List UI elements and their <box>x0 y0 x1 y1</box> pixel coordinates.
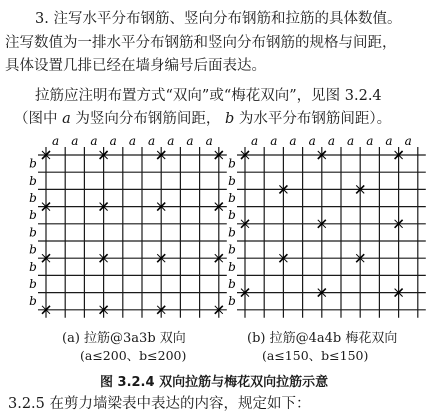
paragraph-4: 拉筋应注明布置方式“双向”或“梅花双向”，见图 3.2.4 <box>35 88 382 104</box>
left-spacing-label-a: a <box>52 134 60 148</box>
para5-mid: 为竖向分布钢筋间距， <box>70 111 225 127</box>
left-spacing-label-a: a <box>167 134 175 148</box>
caption-right: (b) 拉筋@4a4b 梅花双向 <box>247 331 398 346</box>
para5-var-a: a <box>62 111 71 127</box>
para5-var-b: b <box>224 111 235 127</box>
right-spacing-label-a: a <box>251 134 259 148</box>
right-spacing-label-a: a <box>404 134 412 148</box>
left-spacing-label-b: b <box>29 242 37 257</box>
right-spacing-label-a: a <box>308 134 316 148</box>
next-section-line: 3.2.5 在剪力墙梁表中表达的内容，规定如下： <box>8 396 311 412</box>
para5-suffix: 为水平分布钢筋间距）。 <box>234 111 392 127</box>
left-spacing-label-a: a <box>90 134 98 148</box>
right-spacing-label-a: a <box>289 134 297 148</box>
left-spacing-label-b: b <box>29 225 37 240</box>
right-spacing-label-b: b <box>228 156 236 171</box>
left-spacing-label-b: b <box>29 173 37 188</box>
constraint-right: (a≤150、b≤150) <box>262 348 369 363</box>
constraint-left: (a≤200、b≤200) <box>80 348 187 363</box>
right-spacing-label-b: b <box>228 225 236 240</box>
left-spacing-label-b: b <box>29 259 37 274</box>
left-spacing-label-a: a <box>148 134 156 148</box>
left-spacing-label-a: a <box>205 134 213 148</box>
left-spacing-label-a: a <box>186 134 194 148</box>
right-spacing-label-a: a <box>270 134 278 148</box>
right-spacing-label-b: b <box>228 277 236 291</box>
right-spacing-label-b: b <box>228 259 236 274</box>
caption-left: (a) 拉筋@3a3b 双向 <box>62 331 186 346</box>
right-spacing-label-a: a <box>327 134 335 148</box>
right-spacing-label-b: b <box>228 191 236 205</box>
right-spacing-label-a: a <box>347 134 355 148</box>
left-spacing-label-a: a <box>128 134 136 148</box>
left-spacing-label-b: b <box>29 208 37 223</box>
para5-prefix: （图中 <box>14 111 63 127</box>
left-spacing-label-a: a <box>109 134 117 148</box>
right-spacing-label-b: b <box>228 242 236 257</box>
left-spacing-label-a: a <box>71 134 79 148</box>
left-spacing-label-b: b <box>29 191 37 205</box>
left-spacing-label-b: b <box>29 294 37 309</box>
paragraph-2: 注写数值为一排水平分布钢筋和竖向分布钢筋的规格与间距， <box>5 35 397 51</box>
paragraph-1: 3. 注写水平分布钢筋、竖向分布钢筋和拉筋的具体数值。 <box>35 11 402 27</box>
left-spacing-label-b: b <box>29 156 37 171</box>
right-spacing-label-b: b <box>228 173 236 188</box>
left-spacing-label-b: b <box>29 277 37 291</box>
figure-title: 图 3.2.4 双向拉筋与梅花双向拉筋示意 <box>100 375 329 390</box>
right-spacing-label-b: b <box>228 208 236 223</box>
paragraph-3: 具体设置几排已经在墙身编号后面表达。 <box>5 58 266 74</box>
right-spacing-label-b: b <box>228 294 236 309</box>
right-spacing-label-a: a <box>366 134 374 148</box>
right-spacing-label-a: a <box>385 134 393 148</box>
